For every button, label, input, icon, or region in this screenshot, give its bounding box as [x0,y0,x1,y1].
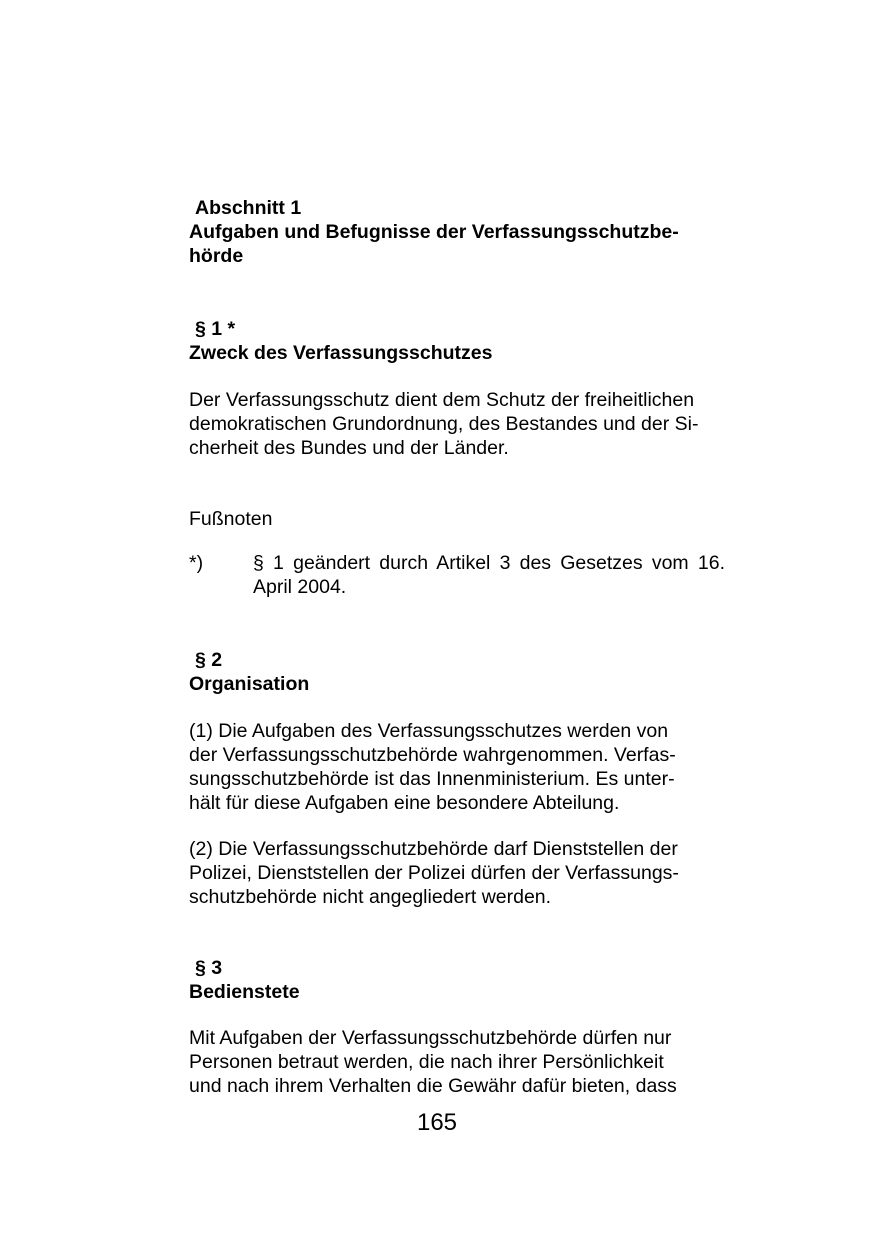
paragraph-1-body: Der Verfassungsschutz dient dem Schutz der freiheitlichen demokratischen Grundordnung, des Bestandes und der Si- cherheit des Bundes und der Länder. [189,389,699,459]
section-title: Aufgaben und Befugnisse der Verfassungsschutzbe- hörde [189,221,679,267]
paragraph-2-number: § 2 [195,649,223,671]
footnotes-heading: Fußnoten [189,508,273,530]
paragraph-1-title: Zweck des Verfassungsschutzes [189,342,493,364]
paragraph-3-number: § 3 [195,957,223,979]
paragraph-3-title: Bedienstete [189,981,300,1003]
paragraph-1-number: § 1 * [195,318,236,340]
page-number: 165 [416,1109,458,1136]
paragraph-3-body: Mit Aufgaben der Verfassungsschutzbehörde dürfen nur Personen betraut werden, die nach ihrer Persönlichkeit und nach ihrem Verhalten die Gewähr dafür bieten, dass [189,1027,677,1097]
section-label: Abschnitt 1 [195,197,302,219]
paragraph-2-section-2: (2) Die Verfassungsschutzbehörde darf Dienststellen der Polizei, Dienststellen der Polizei dürfen der Verfassungs- schutzbehörde nicht angegliedert werden. [189,838,679,908]
footnote-marker: *) [189,552,204,574]
paragraph-2-section-1: (1) Die Aufgaben des Verfassungsschutzes werden von der Verfassungsschutzbehörde wahrgenommen. Verfas- sungsschutzbehörde ist das Innenministerium. Es unter- hält für diese Aufgaben eine besondere Abteilung. [189,720,676,814]
footnote-text: § 1 geändert durch Artikel 3 des Gesetzes vom 16. April 2004. [253,552,725,598]
paragraph-2-title: Organisation [189,673,310,695]
